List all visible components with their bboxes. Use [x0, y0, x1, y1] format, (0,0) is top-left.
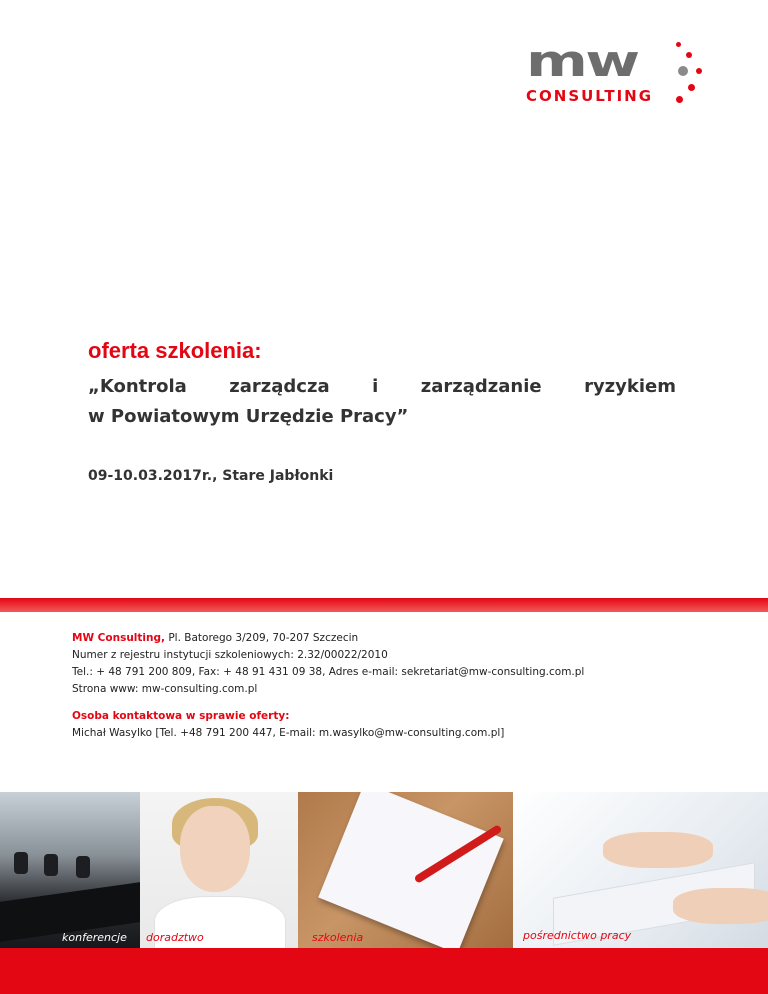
photo-advisory: [140, 792, 298, 948]
course-title-word: zarządcza: [229, 376, 330, 397]
photo-job-placement: [513, 792, 768, 948]
course-title-line2: w Powiatowym Urzędzie Pracy”: [88, 406, 409, 427]
company-line: [72, 630, 584, 647]
photo-label-szkolenia: szkolenia: [312, 931, 364, 944]
photo-training: [298, 792, 513, 948]
photo-conference: [0, 792, 140, 948]
contact-person-line: Michał Wasylko [Tel. +48 791 200 447, E-mail: m.wasylko@mw-consulting.com.pl]: [72, 727, 505, 739]
photo-label-posrednictwo: pośrednictwo pracy: [523, 929, 632, 942]
contact-block: [72, 630, 584, 742]
course-title-word: „Kontrola: [88, 376, 187, 397]
logo-dots-icon: [670, 42, 720, 108]
date-place: 09-10.03.2017r., Stare Jabłonki: [88, 468, 334, 484]
logo-mw-text: mw: [526, 36, 638, 87]
photo-label-doradztwo: doradztwo: [146, 931, 204, 944]
course-title-line1: [88, 372, 676, 402]
logo-consulting-text: CONSULTING: [526, 87, 654, 105]
registry-line: Numer z rejestru instytucji szkoleniowych: 2.32/00022/2010: [72, 649, 388, 661]
course-title-word: zarządzanie: [420, 376, 542, 397]
red-divider-band: [0, 598, 768, 612]
course-title: [88, 372, 676, 432]
website-line: Strona www: mw-consulting.com.pl: [72, 683, 258, 695]
company-address: Pl. Batorego 3/209, 70-207 Szczecin: [165, 632, 359, 644]
contact-person-label: Osoba kontaktowa w sprawie oferty:: [72, 710, 290, 722]
company-name: MW Consulting,: [72, 632, 166, 644]
bottom-red-band: [0, 948, 768, 994]
course-title-word: i: [372, 376, 379, 397]
offer-label: oferta szkolenia:: [88, 338, 262, 363]
course-title-word: ryzykiem: [584, 376, 676, 397]
phones-line: Tel.: + 48 791 200 809, Fax: + 48 91 431 09 38, Adres e-mail: sekretariat@mw-consulting.com.pl: [72, 666, 585, 678]
mw-consulting-logo: [522, 36, 722, 110]
photo-label-konferencje: konferencje: [62, 931, 127, 944]
photo-strip: [0, 792, 768, 948]
